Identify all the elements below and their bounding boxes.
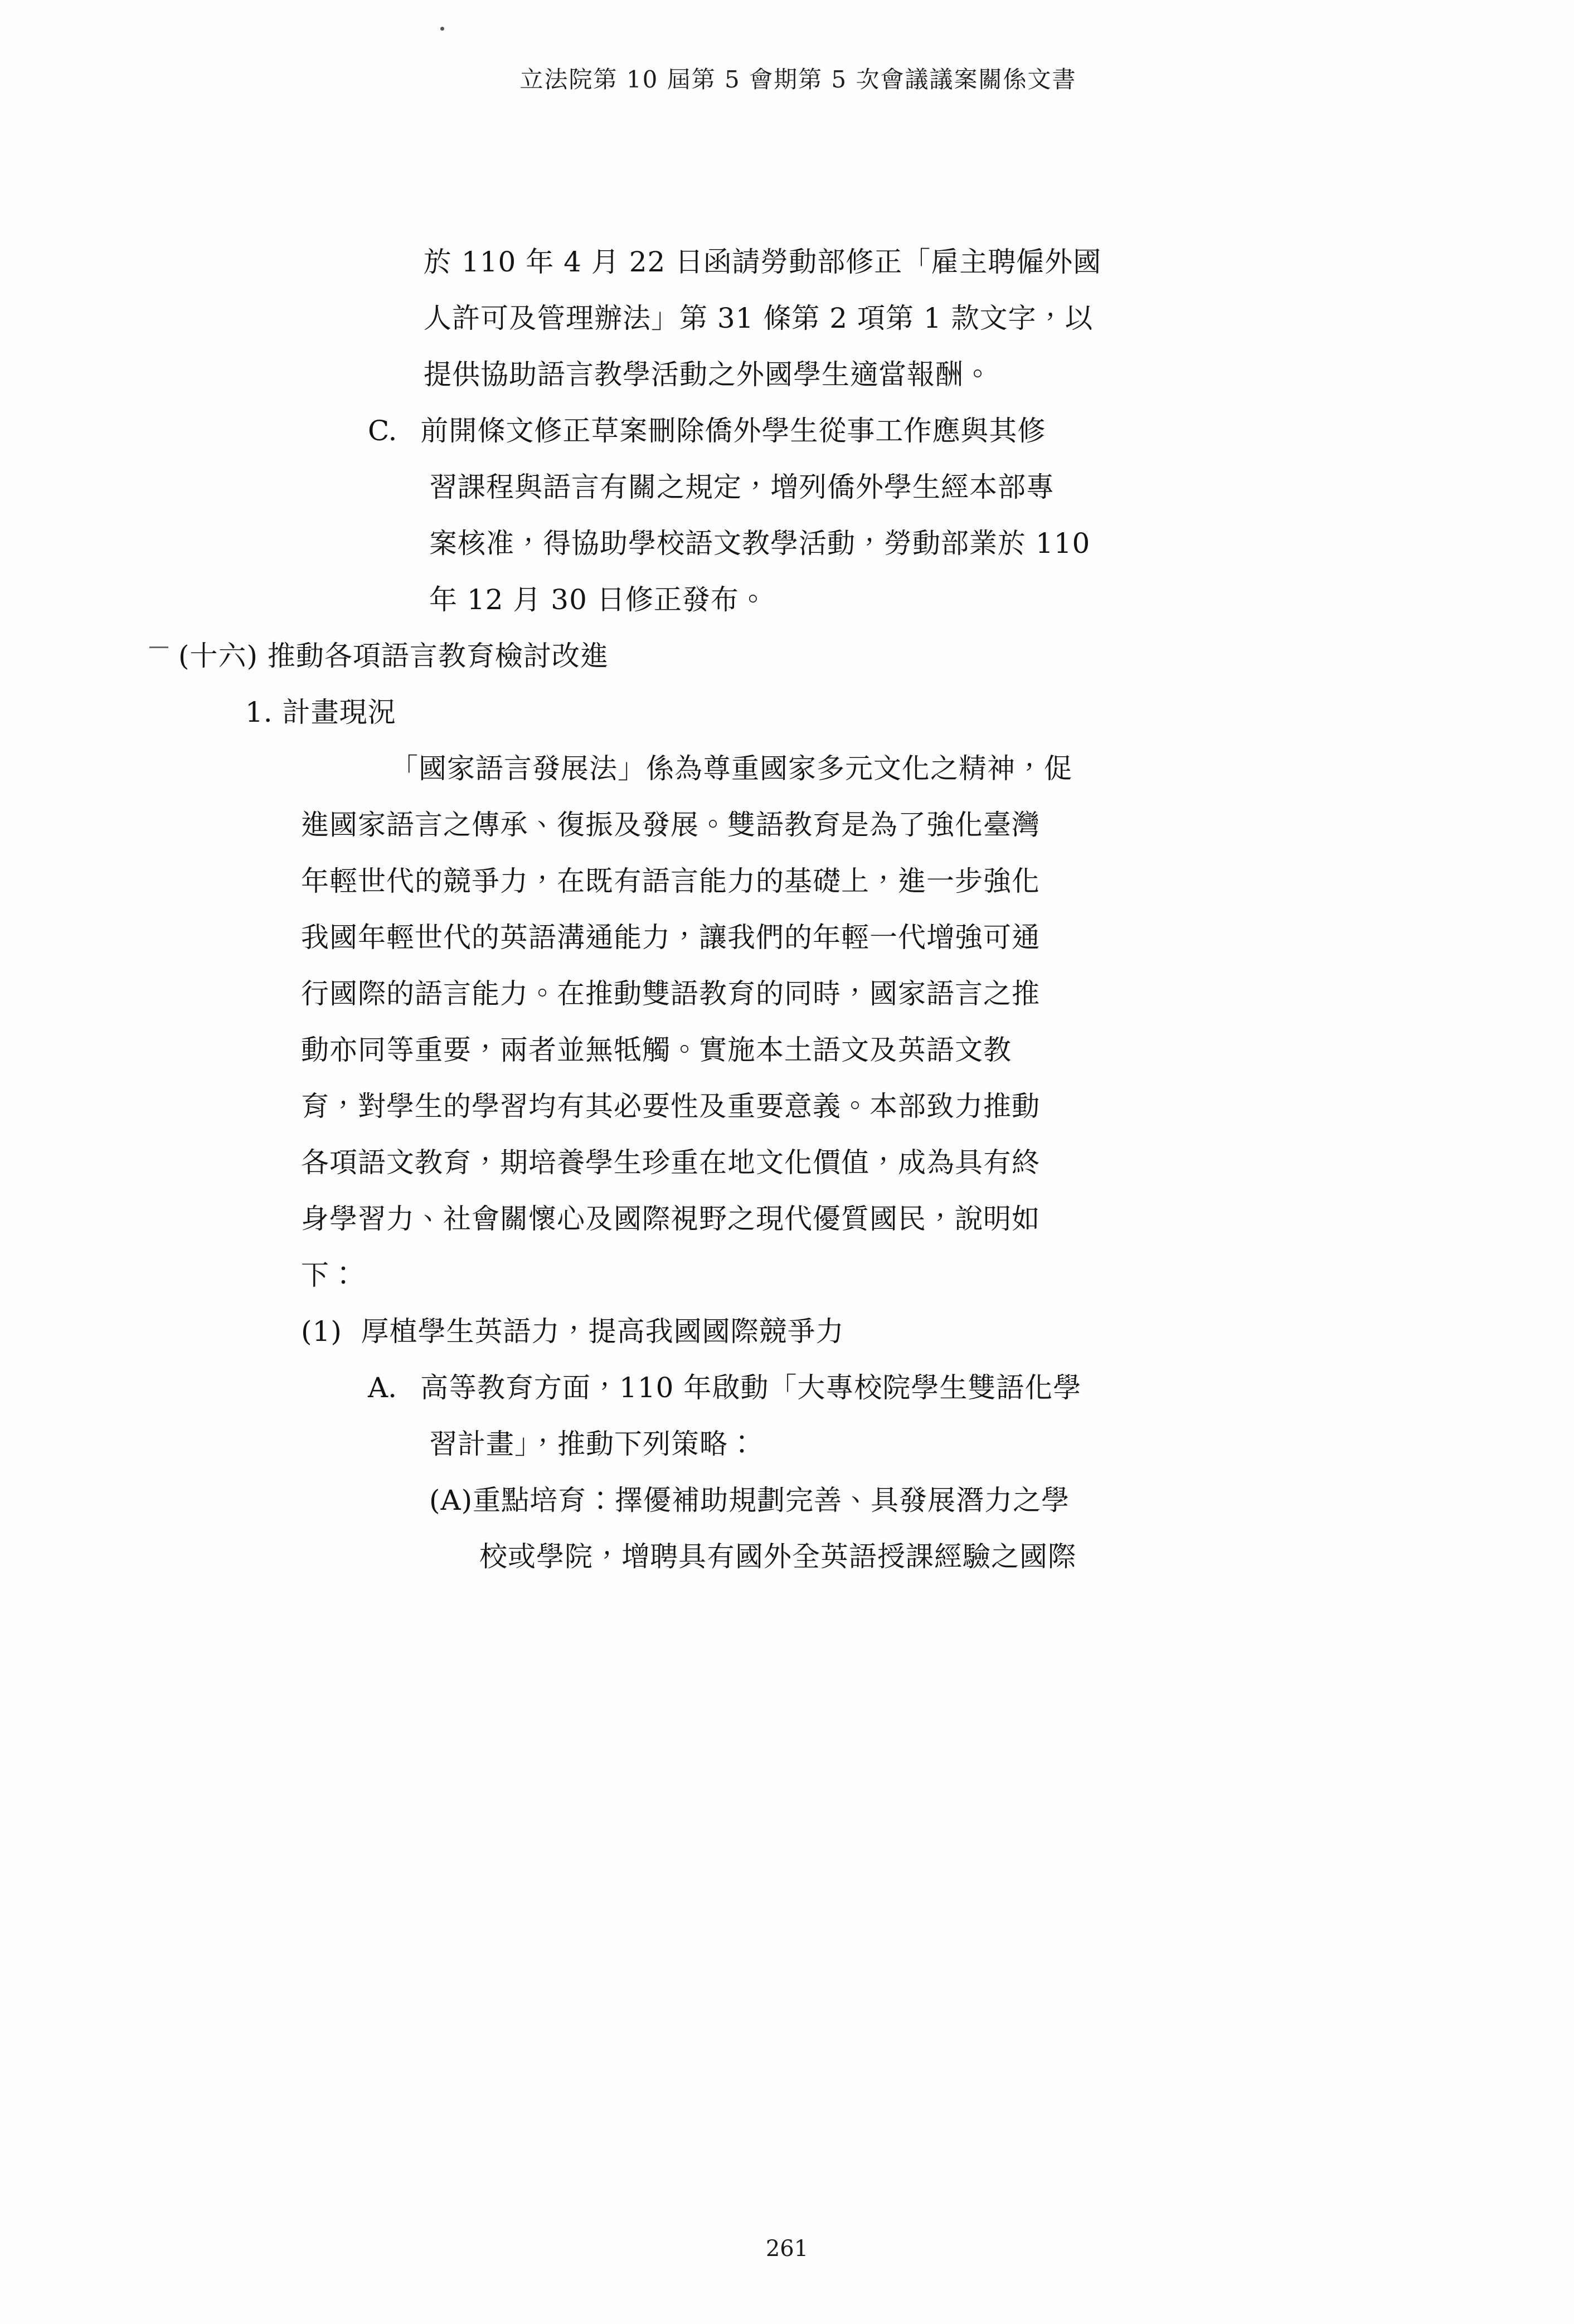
- list-item-a-marker: A.: [368, 1372, 397, 1404]
- subsection-heading-text: 1. 計畫現況: [245, 696, 396, 728]
- paragraph-line: 年 12 月 30 日修正發布。: [429, 584, 767, 616]
- section-heading-16: [0, 628, 1574, 684]
- subsection-heading-1: [0, 684, 1574, 741]
- list-item-c-marker: C.: [368, 415, 397, 447]
- paragraph-line: 動亦同等重要，兩者並無牴觸。實施本土語文及英語文教: [301, 1034, 1012, 1066]
- paragraph-line: 「國家語言發展法」係為尊重國家多元文化之精神，促: [390, 752, 1072, 785]
- paragraph-line: 前開條文修正草案刪除僑外學生從事工作應與其修: [420, 415, 1046, 447]
- paragraph-line: 習計畫」，推動下列策略：: [429, 1428, 756, 1460]
- paragraph-line: 行國際的語言能力。在推動雙語教育的同時，國家語言之推: [301, 978, 1040, 1010]
- paragraph-line: 校或學院，增聘具有國外全英語授課經驗之國際: [479, 1540, 1076, 1573]
- paragraph-line: 身學習力、社會關懷心及國際視野之現代優質國民，說明如: [301, 1203, 1040, 1235]
- paragraph-line: 下：: [301, 1259, 358, 1291]
- paragraph-line: 人許可及管理辦法」第 31 條第 2 項第 1 款文字，以: [424, 302, 1094, 334]
- paragraph-line: 提供協助語言教學活動之外國學生適當報酬。: [424, 358, 992, 391]
- page-footer: [0, 2236, 1574, 2262]
- paragraph-line: 案核准，得協助學校語文教學活動，勞動部業於 110: [429, 527, 1091, 560]
- page-header-text: 立法院第 10 屆第 5 會期第 5 次會議議案關係文書: [519, 66, 1077, 93]
- paragraph-line: 我國年輕世代的英語溝通能力，讓我們的年輕一代增強可通: [301, 921, 1040, 954]
- paragraph-line: 高等教育方面，110 年啟動「大專校院學生雙語化學: [420, 1372, 1082, 1404]
- list-item-c-first-line: [0, 403, 1574, 459]
- list-item-a: [0, 1360, 1574, 1472]
- paragraph-line: 育，對學生的學習均有其必要性及重要意義。本部致力推動: [301, 1090, 1040, 1122]
- list-item-a-sub-a: [0, 1472, 1574, 1585]
- page-dot-mark: [440, 27, 444, 31]
- paragraph-line: 進國家語言之傳承、復振及發展。雙語教育是為了強化臺灣: [301, 809, 1040, 841]
- paragraph-line: (A)重點培育：擇優補助規劃完善、具發展潛力之學: [429, 1484, 1070, 1516]
- page-number: 261: [765, 2236, 809, 2262]
- paragraph-line: 習課程與語言有關之規定，增列僑外學生經本部專: [429, 471, 1055, 503]
- paragraph-line: 於 110 年 4 月 22 日函請勞動部修正「雇主聘僱外國: [424, 246, 1102, 278]
- paragraph-plan-status: [0, 741, 1574, 1304]
- paragraph-line: 年輕世代的競爭力，在既有語言能力的基礎上，進一步強化: [301, 865, 1040, 897]
- section-heading-text: (十六) 推動各項語言教育檢討改進: [178, 640, 609, 672]
- list-item-a-first-line: [0, 1360, 1574, 1416]
- paragraph-line: 各項語文教育，期培養學生珍重在地文化價值，成為具有終: [301, 1146, 1040, 1179]
- list-item-1-1: [0, 1304, 1574, 1360]
- page-header: [0, 61, 1574, 95]
- document-body: [0, 234, 1574, 1585]
- paragraph-top: [0, 234, 1574, 403]
- list-item-c: [0, 403, 1574, 628]
- list-item-1-1-text: (1) 厚植學生英語力，提高我國國際競爭力: [301, 1315, 844, 1348]
